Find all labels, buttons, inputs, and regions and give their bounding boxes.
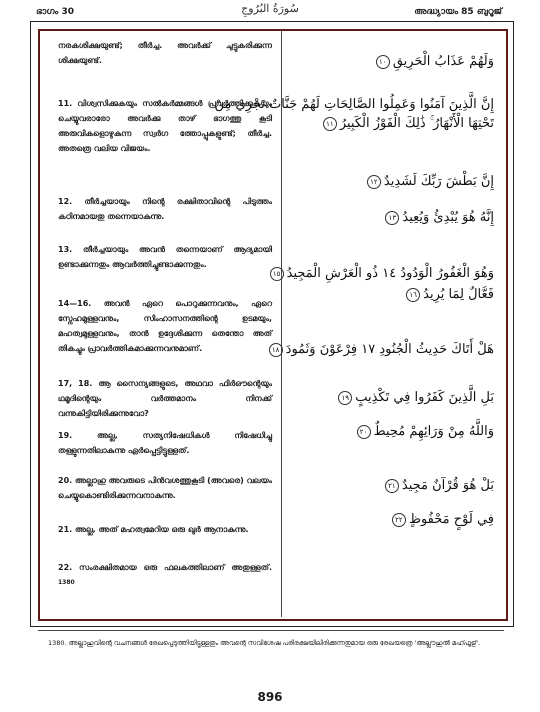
translation-block: 20. അല്ലാഹു അവരുടെ പിൻവശത്തുകൂടി (അവരെ) വലയം ചെയ്യുകൊണ്ടിരിക്കുന്നവനാകുന്നു. [58, 476, 272, 500]
translation-block: 13. തീർച്ചയായും അവൻ തന്നെയാണ് ആദ്യമായി ഉണ്ടാക്കുന്നതും ആവർത്തിച്ചുണ്ടാക്കുന്നതും. [58, 245, 272, 269]
chapter-label: അദ്ധ്യായം 85 ബുറൂജ് [414, 7, 502, 17]
translation-text: 22. സംരക്ഷിതമായ ഒരു ഫലകത്തിലാണ് അതുള്ളത്. [58, 563, 272, 572]
surah-title [230, 2, 310, 18]
verse-number: ١٠ [376, 55, 390, 69]
footnote: 1380. അല്ലാഹുവിന്റെ വചനങ്ങൾ രേഖപ്പെടുത്തിയിട്ടുള്ളതും അവന്റെ സവിശേഷ പരിരക്ഷയിലിരിക്കുന്നതുമായ ഒരു രേഖയത്രെ 'അല്ലൗഹുൽ മഹ്ഫൂള്'. [48, 639, 481, 647]
verse-number: ١٢ [367, 175, 381, 189]
footnote-separator [38, 630, 504, 631]
translation-block: 21. അല്ല, അത് മഹത്വമേറിയ ഒരു ഖുർ ആനാകുന്നു. [58, 525, 249, 534]
surah-title-text: سُورَةُ البُرُوجِ [241, 2, 299, 15]
arabic-verse: بَلِ الَّذِينَ كَفَرُوا فِي تَكْذِيبٍ١٩ [335, 390, 494, 406]
arabic-verse: فِي لَوْحٍ مَحْفُوظٍ٢٢ [389, 512, 494, 528]
verse-number: ١٨ [269, 343, 283, 357]
translation-block [58, 560, 272, 593]
translation-block: 12. തീർച്ചയായും നിന്റെ രക്ഷിതാവിന്റെ പിടുത്തം കഠിനമായതു തന്നെയാകുന്നു. [58, 197, 272, 221]
translation-block: 19. അല്ല, സത്യനിഷേധികൾ നിഷേധിച്ചു തള്ളുന്നതിലാകുന്നു ഏർപ്പെട്ടിട്ടുള്ളത്. [58, 431, 272, 455]
arabic-verse: فَعَّالٌ لِمَا يُرِيدُ١٦ [403, 287, 494, 303]
verse-number: ١٣ [385, 211, 399, 225]
part-label: ഭാഗം 30 [36, 7, 74, 17]
verse-number: ١٩ [338, 391, 352, 405]
arabic-verse: وَلَهُمْ عَذَابُ الْحَرِيقِ١٠ [373, 54, 494, 70]
verse-number: ١١ [323, 117, 337, 131]
translation-block: 14—16. അവൻ ഏറെ പൊറുക്കുന്നവനും, ഏറെ സ്നേഹമുള്ളവനും, സിംഹാസനത്തിന്റെ ഉടമയും, മഹത്വമുള്ളവനും, താൻ ഉദ്ദേശിക്കുന്ന തെന്തോ അത് തികച്ചും പ്രാവർത്തികമാക്കുന്നവനുമാണ്. [58, 299, 272, 353]
arabic-verse: وَهُوَ الْغَفُورُ الْوَدُودُ ١٤ ذُو الْعَرْشِ الْمَجِيدُ١٥ [267, 266, 494, 282]
arabic-verse: إِنَّهُ هُوَ يُبْدِئُ وَيُعِيدُ١٣ [382, 210, 494, 226]
arabic-verse: هَلْ أَتَاكَ حَدِيثُ الْجُنُودِ ١٧ فِرْعَوْنَ وَثَمُودَ١٨ [266, 342, 494, 358]
verse-number: ٢٠ [357, 425, 371, 439]
verse-number: ٢٢ [392, 513, 406, 527]
arabic-verse: إِنَّ الَّذِينَ آمَنُوا وَعَمِلُوا الصَّالِحَاتِ لَهُمْ جَنَّاتٌ تَجْرِي مِنْ [214, 97, 494, 112]
translation-block: 17, 18. ആ സൈന്യങ്ങളുടെ, അഥവാ ഫിർഔന്റെയും ഥമൂദിന്റെയും വർത്തമാനം നിനക്ക് വന്നുകിട്ടിയിരിക്കുന്നുവോ? [58, 379, 272, 418]
verse-number: ٢١ [385, 479, 399, 493]
arabic-verse: بَلْ هُوَ قُرْآنٌ مَجِيدٌ٢١ [382, 478, 494, 494]
translation-block: 11. വിശ്വസിക്കുകയും സൽകർമ്മങ്ങൾ പ്രവർത്തിക്കുകയും ചെയ്യുവരാരോ അവർക്കു താഴ് ഭാഗത്തു കൂടി അരുവികളൊഴുകുന്ന സ്വർഗ ത്തോപ്പുകളുണ്ട്; തീർച്ച. അതത്രെ വലിയ വിജയം. [58, 99, 272, 153]
arabic-verse: إِنَّ بَطْشَ رَبِّكَ لَشَدِيدٌ١٢ [364, 174, 494, 190]
column-divider [281, 31, 282, 617]
arabic-verse: تَحْتِهَا الْأَنْهَارُ ۚ ذَٰلِكَ الْفَوْزُ الْكَبِيرُ١١ [320, 116, 494, 132]
translation-block: നരകശിക്ഷയുണ്ട്; തീർച്ച. അവർക്ക് ചുട്ടുകരിക്കുന്ന ശിക്ഷയുണ്ട്. [58, 41, 272, 65]
page-number: 896 [257, 690, 283, 704]
footnote-ref: 1380 [58, 579, 75, 586]
arabic-verse: وَاللَّهُ مِنْ وَرَائِهِمْ مُحِيطٌ٢٠ [354, 424, 494, 440]
verse-number: ١٦ [406, 288, 420, 302]
verse-number: ١٥ [270, 267, 284, 281]
